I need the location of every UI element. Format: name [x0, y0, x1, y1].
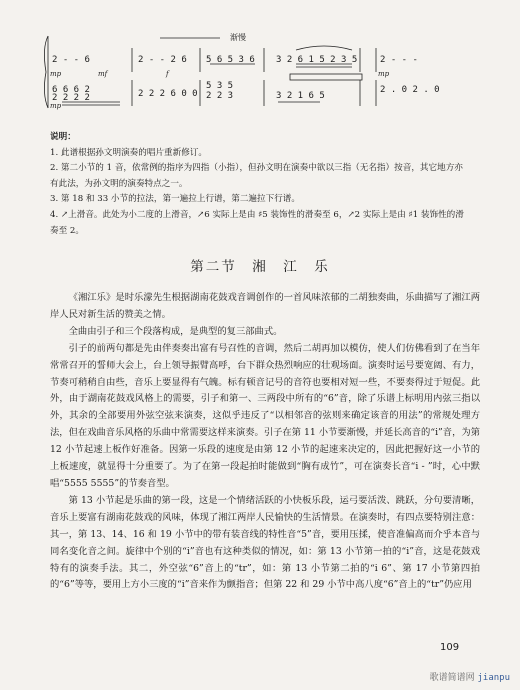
- svg-text:6 6 6 2: 6 6 6 2: [52, 85, 90, 95]
- page-number: 109: [440, 642, 460, 653]
- paragraph-4: 第 13 小节起是乐曲的第一段，这是一个情绪活跃的小快板乐段，运弓要活泼、跳跃，分句要清晰，音乐上要富有湖南花鼓戏的风味，体现了湘江两岸人民愉快的生活情景。在演奏时，有四点要特别注意：其一，第 13、14、16 和 19 小节中的带有装音线的特性音“5”音，要用压揉，使音准偏高而介乎本音与同名变化音之间。旋律中个别的“i”音也有这种类似的情况，如：第 13 小节第一拍的“i”音，这是花鼓戏特有的演奏手法。其二，外空弦“6”音上的“tr”，如：第 13 小节第二拍的“i 6”、第 17 小节第四拍的“6”等等，要用上方小三度的“i”音来作为颤指音；但第 22 和 29 小节中高八度“6”音上的“tr”仍应用: [50, 494, 480, 591]
- section-title: 第二节 湘 江 乐: [190, 259, 330, 275]
- svg-text:2 2 2 2: 2 2 2 2: [52, 93, 90, 103]
- svg-text:2 - - -: 2 - - -: [380, 55, 418, 65]
- note-item-3: 3. 第 18 和 33 小节的拉法，第一遍拉上行谱，第二遍拉下行谱。: [50, 194, 300, 205]
- svg-text:2 2 3: 2 2 3: [206, 91, 234, 101]
- svg-text:5 3 5: 5 3 5: [206, 81, 234, 91]
- svg-text:f: f: [166, 70, 169, 78]
- music-score: [40, 28, 485, 118]
- note-item-4: 4. ↗上滑音。此处为小二度的上滑音，↗6 实际上是由 ♯5 装饰性的滑奏至 6，↗2 实际上是由 ♯1 装饰性的滑奏至 2。: [50, 209, 464, 236]
- note-item-1: 1. 此谱根据孙文明演奏的唱片重新修订。: [50, 147, 208, 158]
- svg-text:mf: mf: [98, 70, 108, 78]
- notes-section: [50, 130, 470, 239]
- svg-text:3 2 6 1 5 2 3 5: 3 2 6 1 5 2 3 5: [276, 55, 358, 65]
- watermark-brand: jianpu: [477, 673, 510, 683]
- score-svg: [40, 28, 485, 118]
- watermark-text: 歌谱简谱网: [429, 673, 475, 683]
- svg-text:mp: mp: [378, 70, 390, 78]
- svg-text:2 2 2 6 0 0: 2 2 2 6 0 0: [138, 89, 198, 99]
- paragraph-3: 引子的前两句都是先由伴奏奏出富有号召性的音调，然后二胡再加以模仿，使人们仿佛看到了在当年常常召开的誓师大会上，台上领导振臂高呼，台下群众热烈响应的壮观场面。演奏时运号要宽阔、有力，节奏可稍稍自由些，音乐上要显得有气魄。标有顿音记号的音符也要相对短一些，不要奏得过于短促。此外，由于湖南花鼓戏风格上的需要，引子和第一、三两段中所有的“6”音，除了乐谱上标明用内弦三指以外，其余的全部要用外弦空弦来演奏，这似乎违反了“以相邻音的弦则来确定该音的用法”的常规处理方法，但在戏曲音乐风格的乐曲中常需要这样来演奏。引子在第 11 小节要渐慢，并延长高音的“i”音，为第 12 小节起速上板作好准备。因第一乐段的速度是由第 12 小节的起速来决定的，因此把握好这一小节的上板速度，就显得十分重要了。为了在第一段起拍时能做到“胸有成竹”，可在演奏长音“i - ”时，心中默唱“5555 5555”的节奏音型。: [50, 342, 480, 489]
- svg-text:mp: mp: [50, 70, 62, 78]
- svg-text:2 . 0 2 . 0: 2 . 0 2 . 0: [380, 85, 440, 95]
- svg-text:3 2 1 6 5: 3 2 1 6 5: [276, 91, 325, 101]
- paragraph-1: 《湘江乐》是时乐濛先生根据湖南花鼓戏音调创作的一首风味浓郁的二胡独奏曲，乐曲描写了湘江两岸人民对新生活的赞美之情。: [50, 292, 480, 320]
- svg-text:5 6 5 3 6: 5 6 5 3 6: [206, 55, 255, 65]
- notes-heading: 说明：: [50, 132, 76, 142]
- svg-text:2 - - 6: 2 - - 6: [52, 55, 90, 65]
- tempo-mark: 渐慢: [230, 33, 246, 42]
- svg-text:mp: mp: [50, 102, 62, 110]
- paragraph-2: 全曲由引子和三个段落构成，是典型的复三部曲式。: [68, 325, 283, 337]
- watermark: [430, 670, 510, 683]
- svg-text:2 - - 2 6: 2 - - 2 6: [138, 55, 187, 65]
- body-text: [50, 290, 480, 594]
- note-item-2: 2. 第二小节的 1 音，依常例的指序为四指（小指），但孙文明在演奏中欲以三指（无名指）按音，其它地方亦有此法，为孙文明的演奏特点之一。: [50, 163, 463, 189]
